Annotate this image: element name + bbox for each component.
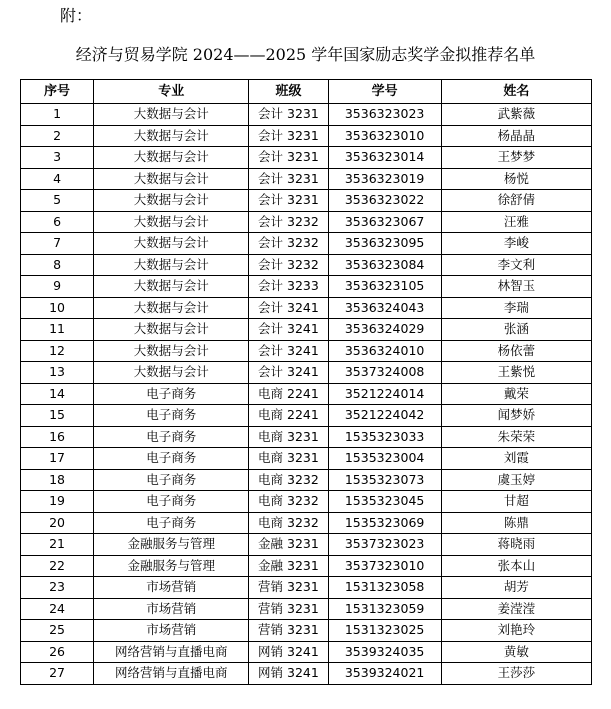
- cell-index: 8: [21, 254, 94, 276]
- cell-index: 12: [21, 340, 94, 362]
- cell-student-id: 3537323023: [328, 534, 441, 556]
- table-row: [21, 383, 592, 405]
- cell-name: 李瑞: [441, 297, 591, 319]
- table-row: [21, 340, 592, 362]
- cell-student-id: 3536324010: [328, 340, 441, 362]
- table-row: [21, 555, 592, 577]
- cell-major: 大数据与会计: [94, 104, 249, 126]
- cell-class: 会计 3232: [249, 211, 328, 233]
- cell-index: 20: [21, 512, 94, 534]
- cell-name: 朱荣荣: [441, 426, 591, 448]
- cell-name: 李文利: [441, 254, 591, 276]
- table-row: [21, 190, 592, 212]
- cell-index: 7: [21, 233, 94, 255]
- cell-student-id: 1535323033: [328, 426, 441, 448]
- cell-index: 27: [21, 663, 94, 685]
- cell-student-id: 1535323045: [328, 491, 441, 513]
- cell-class: 会计 3233: [249, 276, 328, 298]
- header-class: 班级: [249, 80, 328, 104]
- table-row: [21, 211, 592, 233]
- cell-major: 电子商务: [94, 383, 249, 405]
- cell-class: 会计 3232: [249, 233, 328, 255]
- cell-index: 2: [21, 125, 94, 147]
- table-row: [21, 663, 592, 685]
- cell-major: 大数据与会计: [94, 168, 249, 190]
- cell-class: 会计 3232: [249, 254, 328, 276]
- cell-major: 电子商务: [94, 469, 249, 491]
- cell-class: 营销 3231: [249, 577, 328, 599]
- cell-major: 电子商务: [94, 491, 249, 513]
- cell-class: 网销 3241: [249, 663, 328, 685]
- cell-index: 24: [21, 598, 94, 620]
- cell-name: 刘霞: [441, 448, 591, 470]
- table-row: [21, 512, 592, 534]
- cell-student-id: 3536323022: [328, 190, 441, 212]
- cell-student-id: 3536323105: [328, 276, 441, 298]
- table-row: [21, 125, 592, 147]
- cell-major: 大数据与会计: [94, 276, 249, 298]
- cell-major: 网络营销与直播电商: [94, 663, 249, 685]
- cell-major: 大数据与会计: [94, 340, 249, 362]
- cell-name: 姜滢滢: [441, 598, 591, 620]
- appendix-label: 附：: [60, 6, 93, 25]
- cell-class: 网销 3241: [249, 641, 328, 663]
- cell-index: 15: [21, 405, 94, 427]
- cell-name: 甘超: [441, 491, 591, 513]
- cell-index: 19: [21, 491, 94, 513]
- cell-class: 电商 3232: [249, 512, 328, 534]
- table-row: [21, 168, 592, 190]
- cell-name: 徐舒倩: [441, 190, 591, 212]
- cell-index: 14: [21, 383, 94, 405]
- cell-student-id: 3539324021: [328, 663, 441, 685]
- cell-name: 张涵: [441, 319, 591, 341]
- table-row: [21, 233, 592, 255]
- cell-index: 13: [21, 362, 94, 384]
- scholarship-table: [20, 79, 592, 685]
- table-header-row: [21, 80, 592, 104]
- cell-student-id: 3536323095: [328, 233, 441, 255]
- header-index: 序号: [21, 80, 94, 104]
- table-row: [21, 405, 592, 427]
- cell-major: 电子商务: [94, 512, 249, 534]
- table-row: [21, 641, 592, 663]
- cell-name: 武紫薇: [441, 104, 591, 126]
- cell-index: 21: [21, 534, 94, 556]
- header-name: 姓名: [441, 80, 591, 104]
- cell-index: 25: [21, 620, 94, 642]
- cell-name: 王莎莎: [441, 663, 591, 685]
- cell-index: 22: [21, 555, 94, 577]
- cell-class: 金融 3231: [249, 534, 328, 556]
- cell-student-id: 3521224014: [328, 383, 441, 405]
- cell-index: 9: [21, 276, 94, 298]
- table-row: [21, 620, 592, 642]
- cell-class: 会计 3241: [249, 362, 328, 384]
- table-row: [21, 577, 592, 599]
- cell-student-id: 3536324029: [328, 319, 441, 341]
- cell-major: 大数据与会计: [94, 147, 249, 169]
- cell-class: 会计 3241: [249, 340, 328, 362]
- table-row: [21, 534, 592, 556]
- cell-student-id: 1531323058: [328, 577, 441, 599]
- cell-name: 汪雅: [441, 211, 591, 233]
- cell-index: 5: [21, 190, 94, 212]
- cell-student-id: 1531323059: [328, 598, 441, 620]
- cell-student-id: 3536323019: [328, 168, 441, 190]
- table-row: [21, 448, 592, 470]
- cell-index: 17: [21, 448, 94, 470]
- header-student-id: 学号: [328, 80, 441, 104]
- table-row: [21, 362, 592, 384]
- cell-name: 张本山: [441, 555, 591, 577]
- table-body: [21, 104, 592, 685]
- table-row: [21, 598, 592, 620]
- cell-class: 会计 3241: [249, 297, 328, 319]
- cell-student-id: 1535323069: [328, 512, 441, 534]
- cell-index: 1: [21, 104, 94, 126]
- cell-major: 金融服务与管理: [94, 555, 249, 577]
- cell-major: 市场营销: [94, 598, 249, 620]
- table-row: [21, 319, 592, 341]
- cell-student-id: 1531323025: [328, 620, 441, 642]
- cell-class: 电商 3231: [249, 426, 328, 448]
- cell-student-id: 3537323010: [328, 555, 441, 577]
- cell-index: 10: [21, 297, 94, 319]
- cell-major: 网络营销与直播电商: [94, 641, 249, 663]
- cell-class: 会计 3231: [249, 125, 328, 147]
- cell-major: 大数据与会计: [94, 254, 249, 276]
- cell-name: 黄敏: [441, 641, 591, 663]
- cell-index: 23: [21, 577, 94, 599]
- cell-index: 11: [21, 319, 94, 341]
- cell-major: 市场营销: [94, 620, 249, 642]
- header-major: 专业: [94, 80, 249, 104]
- cell-class: 营销 3231: [249, 620, 328, 642]
- cell-student-id: 3536323023: [328, 104, 441, 126]
- cell-class: 电商 3231: [249, 448, 328, 470]
- table-row: [21, 297, 592, 319]
- cell-major: 大数据与会计: [94, 125, 249, 147]
- cell-class: 营销 3231: [249, 598, 328, 620]
- cell-student-id: 3536323010: [328, 125, 441, 147]
- table-row: [21, 147, 592, 169]
- table-row: [21, 426, 592, 448]
- cell-major: 大数据与会计: [94, 297, 249, 319]
- cell-class: 会计 3231: [249, 168, 328, 190]
- table-row: [21, 254, 592, 276]
- cell-name: 刘艳玲: [441, 620, 591, 642]
- cell-name: 王梦梦: [441, 147, 591, 169]
- cell-student-id: 3536323014: [328, 147, 441, 169]
- cell-name: 林智玉: [441, 276, 591, 298]
- document-title: 经济与贸易学院 2024——2025 学年国家励志奖学金拟推荐名单: [75, 45, 536, 64]
- cell-class: 电商 2241: [249, 383, 328, 405]
- cell-name: 胡芳: [441, 577, 591, 599]
- cell-student-id: 3537324008: [328, 362, 441, 384]
- cell-name: 李峻: [441, 233, 591, 255]
- cell-name: 陈鼎: [441, 512, 591, 534]
- cell-index: 3: [21, 147, 94, 169]
- cell-name: 闻梦娇: [441, 405, 591, 427]
- cell-major: 大数据与会计: [94, 233, 249, 255]
- cell-student-id: 3521224042: [328, 405, 441, 427]
- cell-name: 杨悦: [441, 168, 591, 190]
- cell-index: 26: [21, 641, 94, 663]
- cell-major: 大数据与会计: [94, 190, 249, 212]
- cell-student-id: 3539324035: [328, 641, 441, 663]
- cell-class: 会计 3231: [249, 147, 328, 169]
- cell-student-id: 3536323084: [328, 254, 441, 276]
- table-row: [21, 276, 592, 298]
- cell-major: 电子商务: [94, 426, 249, 448]
- cell-student-id: 3536323067: [328, 211, 441, 233]
- cell-index: 6: [21, 211, 94, 233]
- cell-name: 王紫悦: [441, 362, 591, 384]
- cell-index: 4: [21, 168, 94, 190]
- table-row: [21, 104, 592, 126]
- cell-name: 虞玉婷: [441, 469, 591, 491]
- cell-class: 会计 3231: [249, 104, 328, 126]
- cell-name: 杨依蕾: [441, 340, 591, 362]
- cell-index: 18: [21, 469, 94, 491]
- table-row: [21, 491, 592, 513]
- table-row: [21, 469, 592, 491]
- cell-class: 电商 2241: [249, 405, 328, 427]
- cell-class: 会计 3231: [249, 190, 328, 212]
- cell-class: 电商 3232: [249, 469, 328, 491]
- cell-index: 16: [21, 426, 94, 448]
- cell-major: 金融服务与管理: [94, 534, 249, 556]
- cell-name: 杨晶晶: [441, 125, 591, 147]
- cell-major: 大数据与会计: [94, 362, 249, 384]
- cell-class: 金融 3231: [249, 555, 328, 577]
- cell-class: 电商 3232: [249, 491, 328, 513]
- cell-student-id: 3536324043: [328, 297, 441, 319]
- cell-major: 大数据与会计: [94, 211, 249, 233]
- cell-major: 市场营销: [94, 577, 249, 599]
- cell-major: 大数据与会计: [94, 319, 249, 341]
- cell-name: 戴荣: [441, 383, 591, 405]
- cell-major: 电子商务: [94, 405, 249, 427]
- cell-student-id: 1535323004: [328, 448, 441, 470]
- cell-class: 会计 3241: [249, 319, 328, 341]
- cell-name: 蒋晓雨: [441, 534, 591, 556]
- cell-student-id: 1535323073: [328, 469, 441, 491]
- cell-major: 电子商务: [94, 448, 249, 470]
